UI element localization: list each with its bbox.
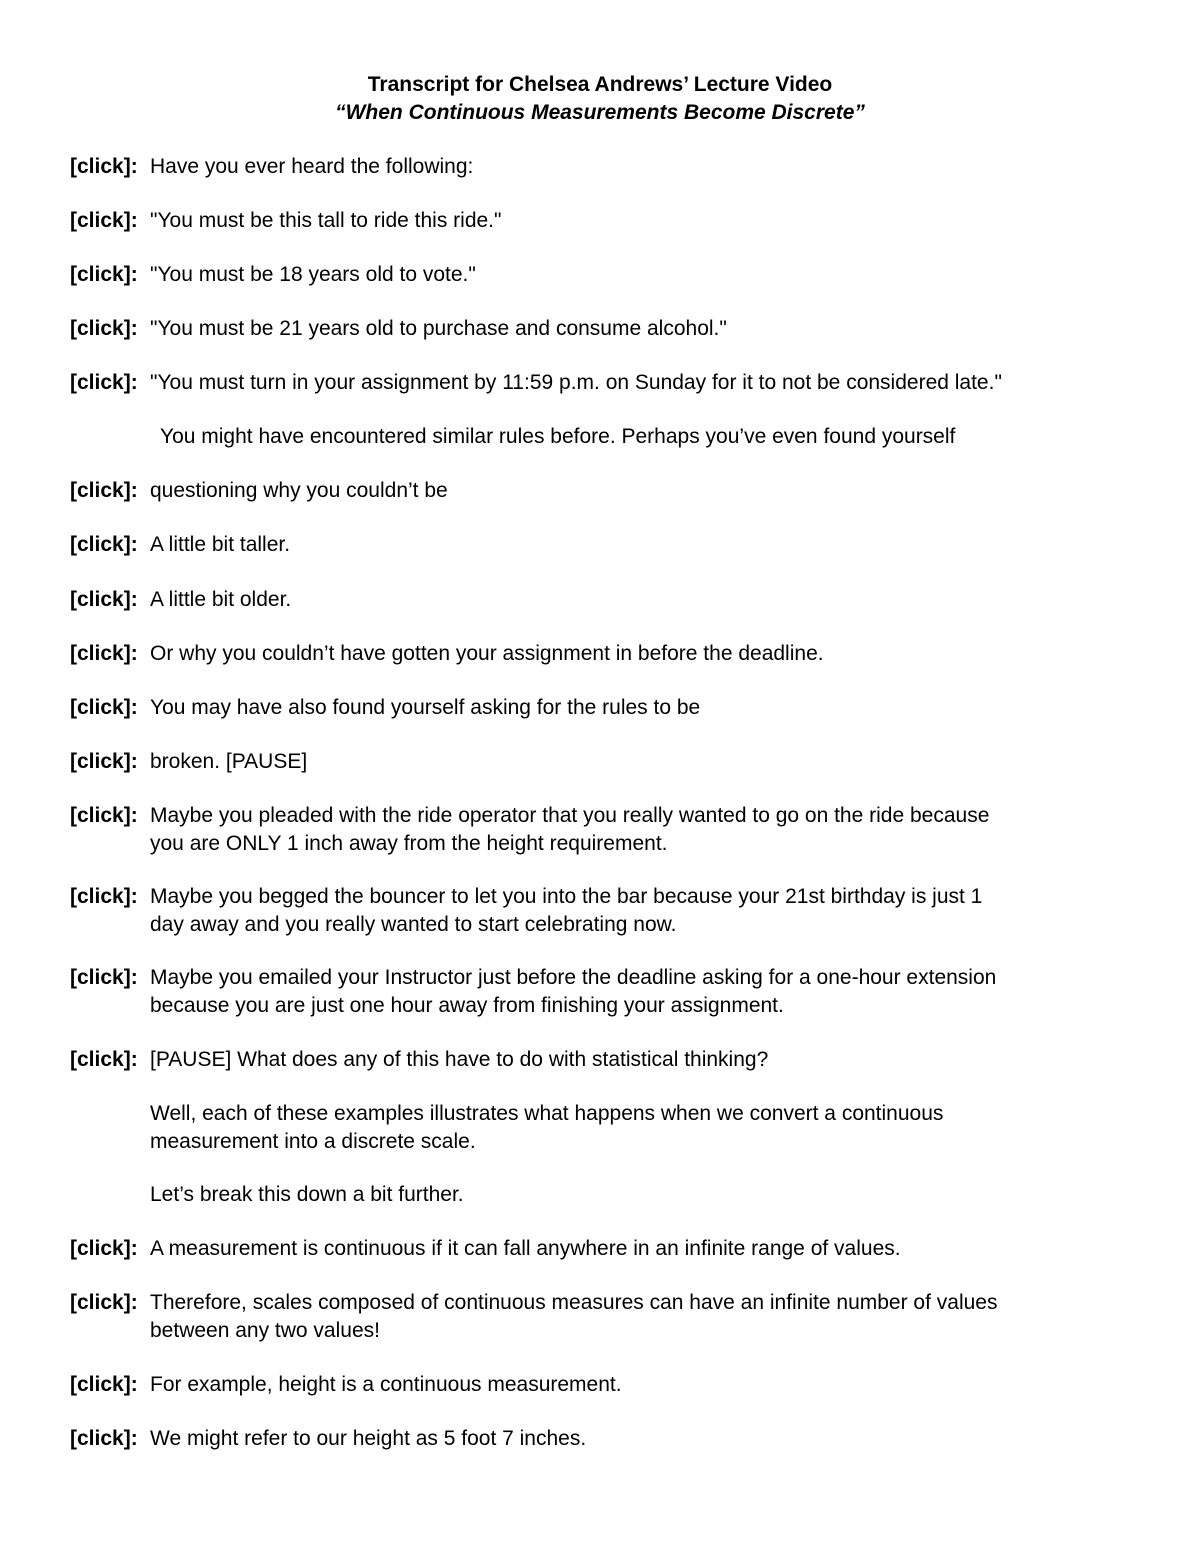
transcript-entry [70, 748, 1130, 776]
click-tag: [click]: [70, 533, 138, 556]
entry-text-continued: you are ONLY 1 inch away from the height requirement. [150, 832, 668, 855]
click-tag: [click]: [70, 588, 138, 611]
paragraph-line: measurement into a discrete scale. [150, 1130, 476, 1153]
entry-text: A little bit older. [150, 588, 292, 611]
entry-text: questioning why you couldn’t be [150, 479, 448, 502]
entry-text: A measurement is continuous if it can fall anywhere in an infinite range of values. [150, 1237, 901, 1260]
click-tag: [click]: [70, 804, 138, 827]
click-tag: [click]: [70, 1427, 138, 1450]
transcript-entry [70, 153, 1130, 181]
transcript-entry [70, 477, 1130, 505]
transcript-entry [70, 315, 1130, 343]
click-tag: [click]: [70, 885, 138, 908]
transcript-entry [70, 1046, 1130, 1074]
click-tag: [click]: [70, 371, 138, 394]
plain-paragraph [150, 1100, 943, 1156]
entry-text: "You must be this tall to ride this ride." [150, 209, 502, 232]
transcript-entry [70, 261, 1130, 289]
entry-text: We might refer to our height as 5 foot 7 inches. [150, 1427, 587, 1450]
click-tag: [click]: [70, 317, 138, 340]
transcript-entry [70, 207, 1130, 235]
entry-text: A little bit taller. [150, 533, 291, 556]
entry-text: "You must turn in your assignment by 11:59 p.m. on Sunday for it to not be considered late." [150, 371, 1002, 394]
entry-text: Therefore, scales composed of continuous measures can have an infinite number of values [150, 1291, 998, 1314]
transcript-entry [70, 1425, 1130, 1453]
plain-paragraph [160, 423, 955, 451]
entry-text: broken. [PAUSE] [150, 750, 308, 773]
paragraph-line: You might have encountered similar rules before. Perhaps you’ve even found yourself [160, 425, 956, 448]
document-title [0, 71, 1200, 127]
entry-text: "You must be 21 years old to purchase and consume alcohol." [150, 317, 727, 340]
entry-text: Have you ever heard the following: [150, 155, 474, 178]
entry-text: [PAUSE] What does any of this have to do with statistical thinking? [150, 1048, 769, 1071]
transcript-entry [70, 1289, 1130, 1345]
transcript-entry [70, 802, 1130, 858]
transcript-entry [70, 586, 1130, 614]
click-tag: [click]: [70, 642, 138, 665]
click-tag: [click]: [70, 209, 138, 232]
click-tag: [click]: [70, 1048, 138, 1071]
entry-text: Or why you couldn’t have gotten your assignment in before the deadline. [150, 642, 824, 665]
transcript-entry [70, 883, 1130, 939]
entry-text: You may have also found yourself asking for the rules to be [150, 696, 701, 719]
transcript-entry [70, 1235, 1130, 1263]
entry-text-continued: between any two values! [150, 1319, 380, 1342]
transcript-entry [70, 531, 1130, 559]
entry-text-continued: day away and you really wanted to start celebrating now. [150, 913, 677, 936]
entry-text-continued: because you are just one hour away from finishing your assignment. [150, 994, 784, 1017]
click-tag: [click]: [70, 696, 138, 719]
click-tag: [click]: [70, 750, 138, 773]
transcript-entry [70, 640, 1130, 668]
entry-text: Maybe you emailed your Instructor just before the deadline asking for a one-hour extension [150, 966, 997, 989]
click-tag: [click]: [70, 1237, 138, 1260]
transcript-entry [70, 964, 1130, 1020]
click-tag: [click]: [70, 479, 138, 502]
click-tag: [click]: [70, 966, 138, 989]
title-line-1: Transcript for Chelsea Andrews’ Lecture Video [367, 73, 833, 96]
entry-text: For example, height is a continuous measurement. [150, 1373, 622, 1396]
click-tag: [click]: [70, 1291, 138, 1314]
plain-paragraph [150, 1181, 464, 1209]
click-tag: [click]: [70, 1373, 138, 1396]
click-tag: [click]: [70, 263, 138, 286]
entry-text: Maybe you begged the bouncer to let you into the bar because your 21st birthday is just 1 [150, 885, 983, 908]
transcript-entry [70, 369, 1130, 397]
paragraph-line: Let’s break this down a bit further. [150, 1183, 464, 1206]
title-line-2: “When Continuous Measurements Become Discrete” [335, 101, 865, 124]
click-tag: [click]: [70, 155, 138, 178]
paragraph-line: Well, each of these examples illustrates what happens when we convert a continuous [150, 1102, 944, 1125]
transcript-entry [70, 694, 1130, 722]
entry-text: Maybe you pleaded with the ride operator that you really wanted to go on the ride because [150, 804, 990, 827]
entry-text: "You must be 18 years old to vote." [150, 263, 476, 286]
transcript-entry [70, 1371, 1130, 1399]
